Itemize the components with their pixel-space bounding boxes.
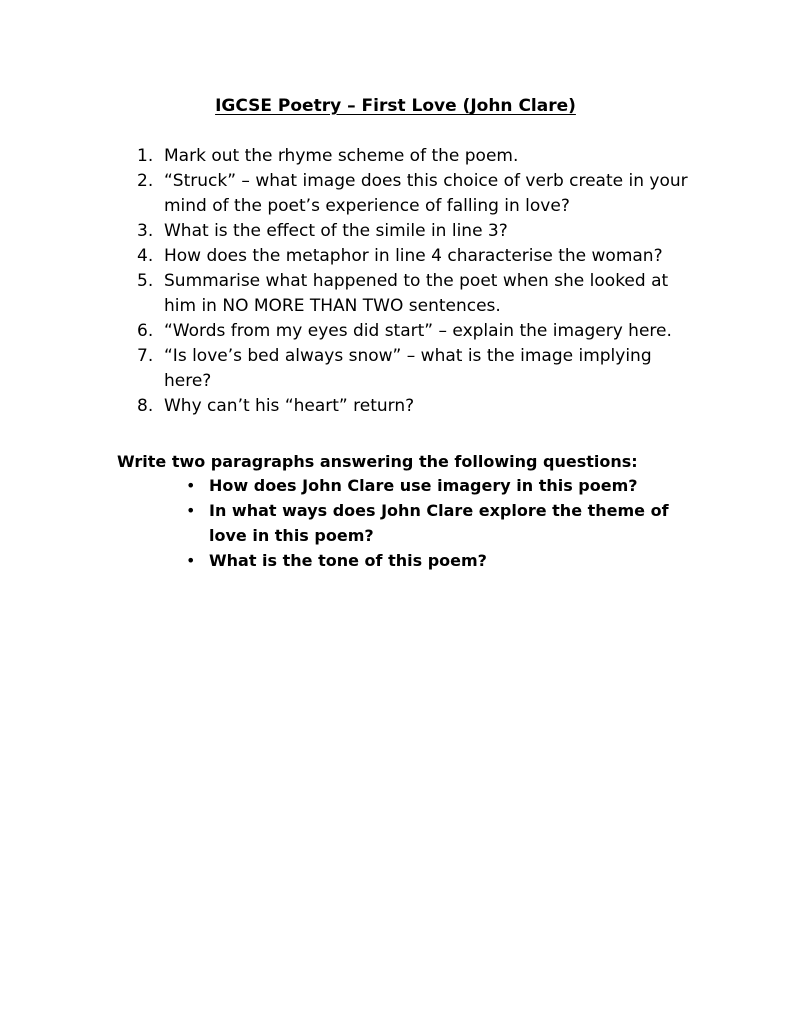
bullet-icon: • <box>186 501 196 520</box>
task-bullet-list <box>184 473 684 573</box>
task-heading: Write two paragraphs answering the following questions: <box>117 452 638 471</box>
question-list <box>129 144 689 419</box>
question-item <box>129 244 689 269</box>
question-number: 8. <box>137 396 154 416</box>
task-bullet-item <box>184 548 684 573</box>
question-text: Summarise what happened to the poet when she looked at him in NO MORE THAN TWO sentences. <box>164 271 669 316</box>
question-number: 3. <box>137 221 154 241</box>
document-title: IGCSE Poetry – First Love (John Clare) <box>215 96 576 116</box>
question-text: How does the metaphor in line 4 characterise the woman? <box>164 246 663 266</box>
question-item <box>129 394 689 419</box>
bullet-icon: • <box>186 476 196 495</box>
task-bullet-item <box>184 498 684 548</box>
question-text: Mark out the rhyme scheme of the poem. <box>164 146 519 166</box>
question-item <box>129 169 689 219</box>
question-item <box>129 319 689 344</box>
question-item <box>129 144 689 169</box>
question-item <box>129 219 689 244</box>
question-number: 7. <box>137 346 154 366</box>
task-bullet-text: In what ways does John Clare explore the theme of love in this poem? <box>209 501 669 545</box>
question-number: 1. <box>137 146 154 166</box>
task-bullet-text: How does John Clare use imagery in this poem? <box>209 476 638 495</box>
question-number: 6. <box>137 321 154 341</box>
question-text: What is the effect of the simile in line 3? <box>164 221 508 241</box>
question-text: “Struck” – what image does this choice of verb create in your mind of the poet’s experience of falling in love? <box>164 171 688 216</box>
question-number: 5. <box>137 271 154 291</box>
task-bullet-text: What is the tone of this poem? <box>209 551 487 570</box>
question-text: “Words from my eyes did start” – explain the imagery here. <box>164 321 672 341</box>
question-item <box>129 344 689 394</box>
question-number: 4. <box>137 246 154 266</box>
question-number: 2. <box>137 171 154 191</box>
bullet-icon: • <box>186 551 196 570</box>
question-text: “Is love’s bed always snow” – what is the image implying here? <box>164 346 652 391</box>
question-item <box>129 269 689 319</box>
question-text: Why can’t his “heart” return? <box>164 396 415 416</box>
task-bullet-item <box>184 473 684 498</box>
